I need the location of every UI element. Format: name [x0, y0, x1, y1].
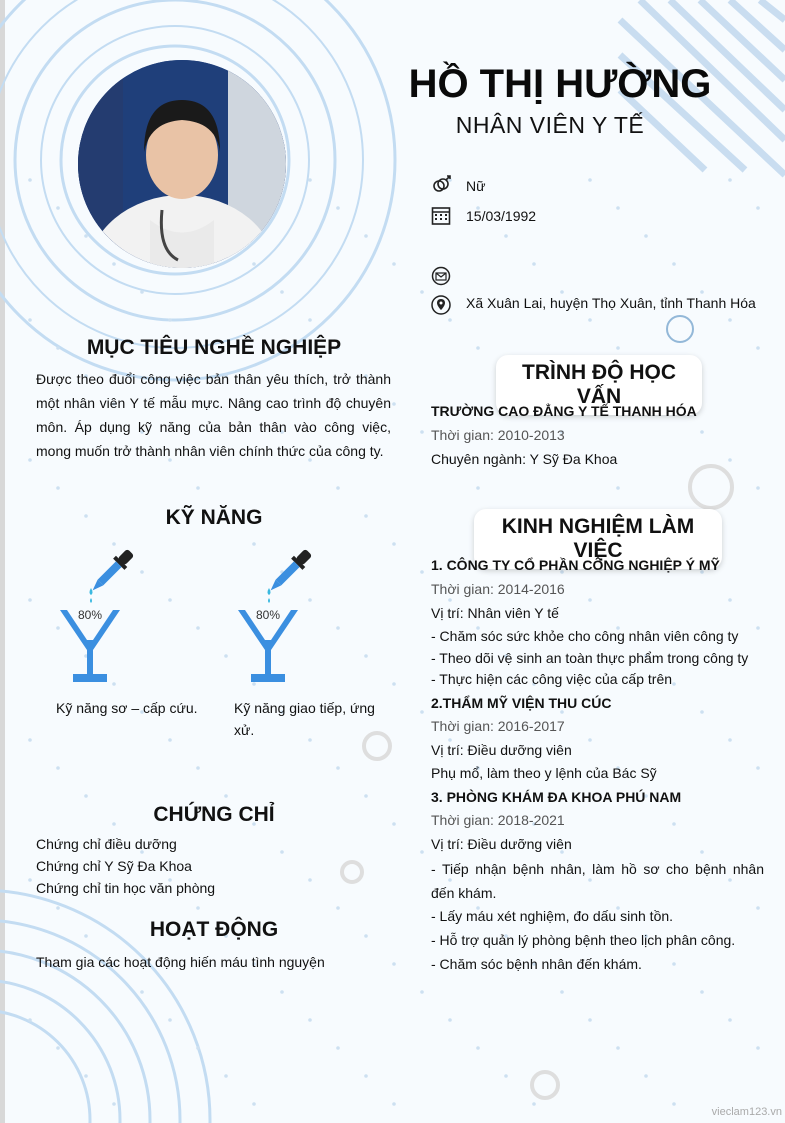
deco-dot — [84, 1074, 88, 1078]
deco-dot — [308, 178, 312, 182]
deco-dot — [392, 682, 396, 686]
deco-dot — [196, 766, 200, 770]
calendar-icon — [431, 205, 451, 225]
job-time: Thời gian: 2018-2021 — [431, 812, 565, 828]
job-duty: Phụ mổ, làm theo y lệnh của Bác Sỹ — [431, 765, 657, 781]
deco-dot — [448, 1018, 452, 1022]
deco-dot — [28, 738, 32, 742]
deco-dot — [112, 1102, 116, 1106]
deco-dot — [364, 654, 368, 658]
objective-text: Được theo đuổi công việc bản thân yêu thích, trở thành một nhân viên Y tế mẫu mực. Nâng cao trình độ chuyên môn. Áp dụng kỹ năng của bản thân vào công việc, mong muốn trở thành nhân viên chính thức của công ty. — [36, 371, 391, 459]
deco-dot — [364, 794, 368, 798]
job-duty: - Tiếp nhận bệnh nhân, làm hồ sơ cho bệnh nhân đến khám. — [431, 861, 764, 901]
watermark: vieclam123.vn — [711, 1106, 782, 1118]
deco-dot — [700, 990, 704, 994]
deco-dot — [588, 1018, 592, 1022]
deco-dot — [476, 486, 480, 490]
gender-value: Nữ — [466, 178, 486, 194]
job-position: Vị trí: Nhân viên Y tế — [431, 605, 559, 621]
deco-dot — [336, 766, 340, 770]
deco-dot — [728, 1018, 732, 1022]
deco-dot — [56, 906, 60, 910]
candidate-name: HỒ THỊ HƯỜNG — [408, 62, 712, 106]
job-position: Vị trí: Điều dưỡng viên — [431, 742, 572, 758]
deco-dot — [420, 290, 424, 294]
deco-dot — [756, 486, 760, 490]
deco-dot — [672, 1102, 676, 1106]
deco-dot — [392, 542, 396, 546]
deco-dot — [448, 318, 452, 322]
deco-dot — [336, 486, 340, 490]
deco-dot — [392, 962, 396, 966]
deco-dot — [644, 1074, 648, 1078]
job-company: 2.THẨM MỸ VIỆN THU CÚC — [431, 695, 612, 711]
dob-value: 15/03/1992 — [466, 208, 537, 224]
deco-dot — [420, 710, 424, 714]
deco-dot — [252, 1102, 256, 1106]
skill-level-1: 80% — [77, 608, 103, 622]
deco-dot — [196, 906, 200, 910]
job-duty: - Chăm sóc bệnh nhân đến khám. — [431, 956, 642, 972]
job-duty: - Lấy máu xét nghiệm, đo dấu sinh tồn. — [431, 908, 674, 924]
deco-dot — [308, 318, 312, 322]
deco-dot — [28, 1018, 32, 1022]
job-title: NHÂN VIÊN Y TẾ — [455, 112, 645, 138]
email-icon — [431, 266, 451, 286]
skills-heading: KỸ NĂNG — [165, 506, 263, 529]
deco-dot — [84, 234, 88, 238]
deco-dot — [476, 346, 480, 350]
deco-dot — [420, 990, 424, 994]
deco-dot — [504, 234, 508, 238]
deco-dot — [336, 906, 340, 910]
deco-dot — [196, 626, 200, 630]
job-company: 1. CÔNG TY CỔ PHẦN CÔNG NGHIỆP Ý MỸ — [431, 557, 720, 573]
certificates-heading: CHỨNG CHỈ — [153, 803, 275, 826]
skill-level-2: 80% — [255, 608, 281, 622]
deco-dot — [224, 654, 228, 658]
deco-dot — [224, 1074, 228, 1078]
education-school: TRƯỜNG CAO ĐẲNG Y TẾ THANH HÓA — [431, 403, 697, 419]
deco-dot — [336, 206, 340, 210]
deco-dot — [336, 626, 340, 630]
deco-dot — [672, 262, 676, 266]
address-value: Xã Xuân Lai, huyện Thọ Xuân, tỉnh Thanh Hóa — [466, 295, 756, 311]
deco-dot — [28, 878, 32, 882]
deco-dot — [392, 402, 396, 406]
deco-dot — [616, 346, 620, 350]
deco-dot — [644, 234, 648, 238]
deco-dot — [168, 738, 172, 742]
deco-dot — [364, 234, 368, 238]
job-duty: - Hỗ trợ quản lý phòng bệnh theo lịch phân công. — [431, 932, 736, 948]
deco-dot — [280, 990, 284, 994]
deco-dot — [420, 430, 424, 434]
deco-dot — [364, 1074, 368, 1078]
deco-dot — [84, 794, 88, 798]
deco-dot — [308, 1018, 312, 1022]
education-time: Thời gian: 2010-2013 — [431, 427, 565, 443]
deco-dot — [140, 290, 144, 294]
deco-dot — [56, 486, 60, 490]
activities-text: Tham gia các hoạt động hiến máu tình nguyện — [36, 954, 325, 970]
deco-dot — [336, 1046, 340, 1050]
deco-dot — [196, 1046, 200, 1050]
objective-heading: MỤC TIÊU NGHỀ NGHIỆP — [86, 336, 342, 359]
deco-dot — [476, 1046, 480, 1050]
deco-dot — [532, 262, 536, 266]
deco-dot — [28, 178, 32, 182]
education-heading: TRÌNH ĐỘ HỌC VẤN — [496, 355, 702, 415]
deco-dot — [504, 1074, 508, 1078]
gender-icon — [431, 175, 451, 195]
job-duty: - Thực hiện các công việc của cấp trên — [431, 671, 673, 687]
deco-dot — [168, 598, 172, 602]
profile-photo — [78, 60, 286, 268]
job-position: Vị trí: Điều dưỡng viên — [431, 836, 572, 852]
deco-dot — [560, 990, 564, 994]
certificate-item: Chứng chỉ tin học văn phòng — [36, 880, 216, 896]
skill-label-2: Kỹ năng giao tiếp, ứng xử. — [234, 700, 375, 738]
job-company: 3. PHÒNG KHÁM ĐA KHOA PHÚ NAM — [431, 789, 682, 805]
deco-dot — [420, 850, 424, 854]
education-major: Chuyên ngành: Y Sỹ Đa Khoa — [431, 451, 618, 467]
deco-dot — [28, 458, 32, 462]
deco-dot — [56, 206, 60, 210]
experience-heading: KINH NGHIỆM LÀM VIỆC — [474, 509, 722, 569]
deco-dot — [588, 318, 592, 322]
job-duty: - Chăm sóc sức khỏe cho công nhân viên công ty — [431, 628, 739, 644]
deco-dot — [28, 598, 32, 602]
location-pin-icon — [431, 295, 451, 315]
deco-dot — [392, 262, 396, 266]
deco-dot — [756, 346, 760, 350]
deco-dot — [532, 1102, 536, 1106]
deco-dot — [252, 262, 256, 266]
job-time: Thời gian: 2014-2016 — [431, 581, 565, 597]
deco-dot — [392, 1102, 396, 1106]
deco-dot — [616, 1046, 620, 1050]
deco-dot — [280, 290, 284, 294]
certificate-item: Chứng chỉ Y Sỹ Đa Khoa — [36, 858, 192, 874]
activities-heading: HOẠT ĐỘNG — [149, 918, 279, 941]
deco-dot — [756, 1046, 760, 1050]
deco-dot — [756, 206, 760, 210]
deco-dot — [224, 794, 228, 798]
deco-dot — [168, 1018, 172, 1022]
job-time: Thời gian: 2016-2017 — [431, 718, 565, 734]
deco-dot — [168, 318, 172, 322]
deco-dot — [140, 990, 144, 994]
deco-dot — [196, 486, 200, 490]
deco-dot — [28, 318, 32, 322]
skill-label-1: Kỹ năng sơ – cấp cứu. — [56, 700, 198, 716]
certificate-item: Chứng chỉ điều dưỡng — [36, 836, 177, 852]
deco-dot — [56, 1046, 60, 1050]
deco-dot — [112, 262, 116, 266]
deco-dot — [56, 766, 60, 770]
deco-dot — [420, 570, 424, 574]
deco-dot — [728, 318, 732, 322]
job-duty: - Theo dõi vệ sinh an toàn thực phẩm trong công ty — [431, 650, 749, 666]
deco-dot — [616, 486, 620, 490]
